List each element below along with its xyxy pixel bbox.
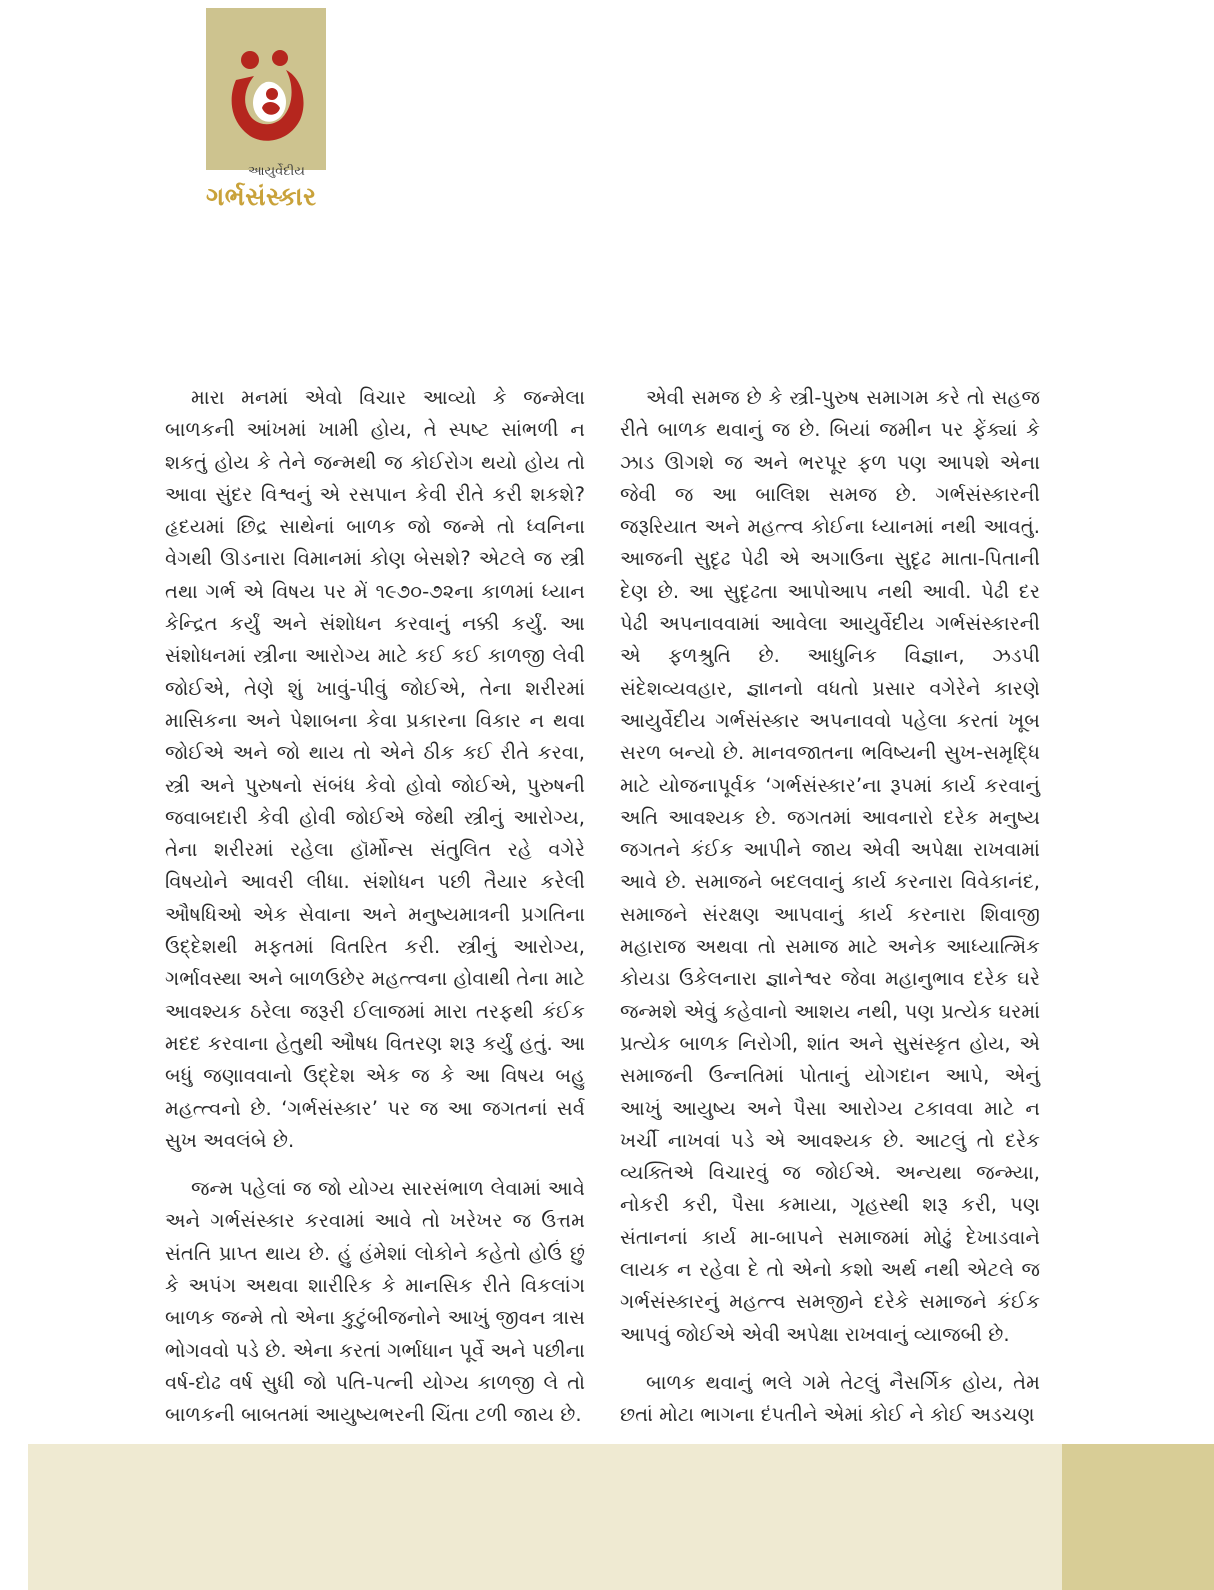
footer-band bbox=[28, 1444, 1062, 1590]
paragraph: જન્મ પહેલાં જ જો યોગ્ય સારસંભાળ લેવામાં આવે અને ગર્ભસંસ્કાર કરવામાં આવે તો ખરેખર જ ઉત્તમ સંતતિ પ્રાપ્ત થાય છે. હું હંમેશાં લોકોને કહેતો હોઉં છું કે અપંગ અથવા શારીરિક કે માનસિક રીતે વિકલાંગ બાળક જન્મે તો એના કુટુંબીજનોને આખું જીવન ત્રાસ ભોગવવો પડે છે. એના કરતાં ગર્ભાધાન પૂર્વે અને પછીના વર્ષ-દોઢ વર્ષ સુધી જો પતિ-પત્ની યોગ્ય કાળજી લે તો બાળકની બાબતમાં આયુષ્યભરની ચિંતા ટળી જાય છે. bbox=[165, 1177, 585, 1427]
left-column bbox=[165, 382, 585, 1448]
mother-child-logo-icon bbox=[228, 50, 306, 142]
logo-subtitle: આયુર્વેદીય bbox=[248, 164, 305, 179]
logo-box bbox=[206, 8, 326, 170]
right-column bbox=[620, 382, 1040, 1448]
paragraph: એવી સમજ છે કે સ્ત્રી-પુરુષ સમાગમ કરે તો સહજ રીતે બાળક થવાનું જ છે. બિયાં જમીન પર ફેંક્યાં કે ઝાડ ઊગશે જ અને ભરપૂર ફળ પણ આપશે એના જેવી જ આ બાલિશ સમજ છે. ગર્ભસંસ્કારની જરૂરિયાત અને મહત્ત્વ કોઈના ધ્યાનમાં નથી આવતું. આજની સુદૃઢ પેઢી એ અગાઉના સુદૃઢ માતા-પિતાની દેણ છે. આ સુદૃઢતા આપોઆપ નથી આવી. પેઢી દર પેઢી અપનાવવામાં આવેલા આયુર્વેદીય ગર્ભસંસ્કારની એ ફળશ્રુતિ છે. આધુનિક વિજ્ઞાન, ઝડપી સંદેશવ્યવહાર, જ્ઞાનનો વધતો પ્રસાર વગેરેને કારણે આયુર્વેદીય ગર્ભસંસ્કાર અપનાવવો પહેલા કરતાં ખૂબ સરળ બન્યો છે. માનવજાતના ભવિષ્યની સુખ-સમૃદ્ધિ માટે યોજનાપૂર્વક ‘ગર્ભસંસ્કાર’ના રૂપમાં કાર્ય કરવાનું અતિ આવશ્યક છે. જગતમાં આવનારો દરેક મનુષ્ય જગતને કંઈક આપીને જાય એવી અપેક્ષા રાખવામાં આવે છે. સમાજને બદલવાનું કાર્ય કરનારા વિવેકાનંદ, સમાજને સંરક્ષણ આપવાનું કાર્ય કરનારા શિવાજી મહારાજ અથવા તો સમાજ માટે અનેક આધ્યાત્મિક કોયડા ઉકેલનારા જ્ઞાનેશ્વર જેવા મહાનુભાવ દરેક ઘરે જન્મશે એવું કહેવાનો આશય નથી, પણ પ્રત્યેક ઘરમાં પ્રત્યેક બાળક નિરોગી, શાંત અને સુસંસ્કૃત હોય, એ સમાજની ઉન્નતિમાં પોતાનું યોગદાન આપે, એનું આખું આયુષ્ય અને પૈસા આરોગ્ય ટકાવવા માટે ન ખર્ચી નાખવાં પડે એ આવશ્યક છે. આટલું તો દરેક વ્યક્તિએ વિચારવું જ જોઈએ. અન્યથા જન્મ્યા, નોકરી કરી, પૈસા કમાયા, ગૃહસ્થી શરૂ કરી, પણ સંતાનનાં કાર્ય મા-બાપને સમાજમાં મોઢું દેખાડવાને લાયક ન રહેવા દે તો એનો કશો અર્થ નથી એટલે જ ગર્ભસંસ્કારનું મહત્ત્વ સમજીને દરેકે સમાજને કંઈક આપવું જોઈએ એવી અપેક્ષા રાખવાનું વ્યાજબી છે. bbox=[620, 386, 1040, 1346]
footer-page-tab bbox=[1062, 1444, 1214, 1590]
logo-title: ગર્ભસંસ્કાર bbox=[206, 182, 317, 211]
paragraph: બાળક થવાનું ભલે ગમે તેટલું નૈસર્ગિક હોય, તેમ છતાં મોટા ભાગના દંપતીને એમાં કોઈ ને કોઈ અડચણ bbox=[620, 1370, 1040, 1427]
paragraph: મારા મનમાં એવો વિચાર આવ્યો કે જન્મેલા બાળકની આંખમાં ખામી હોય, તે સ્પષ્ટ સાંભળી ન શકતું હોય કે તેને જન્મથી જ કોઈરોગ થયો હોય તો આવા સુંદર વિશ્વનું એ રસપાન કેવી રીતે કરી શકશે? હૃદયમાં છિદ્ર સાથેનાં બાળક જો જન્મે તો ધ્વનિના વેગથી ઊડનારા વિમાનમાં કોણ બેસશે? એટલે જ સ્ત્રી તથા ગર્ભ એ વિષય પર મેં ૧૯૭૦-૭૨ના કાળમાં ધ્યાન કેન્દ્રિત કર્યું અને સંશોધન કરવાનું નક્કી કર્યું. આ સંશોધનમાં સ્ત્રીના આરોગ્ય માટે કઈ કઈ કાળજી લેવી જોઈએ, તેણે શું ખાવું-પીવું જોઈએ, તેના શરીરમાં માસિકના અને પેશાબના કેવા પ્રકારના વિકાર ન થવા જોઈએ અને જો થાય તો એને ઠીક કઈ રીતે કરવા, સ્ત્રી અને પુરુષનો સંબંધ કેવો હોવો જોઈએ, પુરુષની જવાબદારી કેવી હોવી જોઈએ જેથી સ્ત્રીનું આરોગ્ય, તેના શરીરમાં રહેલા હૉર્મોન્સ સંતુલિત રહે વગેરે વિષયોને આવરી લીધા. સંશોધન પછી તૈયાર કરેલી ઔષધિઓ એક સેવાના અને મનુષ્યમાત્રની પ્રગતિના ઉદ્દેશથી મફતમાં વિતરિત કરી. સ્ત્રીનું આરોગ્ય, ગર્ભાવસ્થા અને બાળઉછેર મહત્ત્વના હોવાથી તેના માટે આવશ્યક ઠરેલા જરૂરી ઈલાજમાં મારા તરફથી કંઈક મદદ કરવાના હેતુથી ઔષધ વિતરણ શરૂ કર્યું હતું. આ બધું જણાવવાનો ઉદ્દેશ એક જ કે આ વિષય બહુ મહત્ત્વનો છે. ‘ગર્ભસંસ્કાર’ પર જ આ જગતનાં સર્વ સુખ અવલંબે છે. bbox=[165, 386, 585, 1152]
